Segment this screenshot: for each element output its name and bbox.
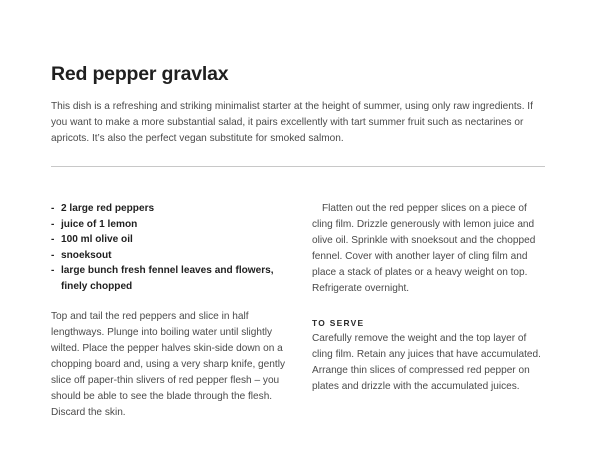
ingredient-item xyxy=(51,263,287,294)
right-column xyxy=(312,201,548,395)
recipe-title: Red pepper gravlax xyxy=(51,63,229,85)
ingredient-item xyxy=(51,248,287,264)
ingredient-text: large bunch fresh fennel leaves and flowers, finely chopped xyxy=(61,265,274,292)
serve-heading: TO SERVE xyxy=(312,317,365,328)
recipe-intro: This dish is a refreshing and striking minimalist starter at the height of summer, using only raw ingredients. If you want to make a more substantial salad, it pairs excellently with tart summer fruit such as nectarines or apricots. It’s also the perfect vegan substitute for smoked salmon. xyxy=(51,101,533,145)
ingredient-text: juice of 1 lemon xyxy=(61,218,138,230)
ingredient-item xyxy=(51,201,287,217)
method-step-1: Top and tail the red peppers and slice in half lengthways. Plunge into boiling water until slightly wilted. Place the pepper halves skin-side down on a chopping board and, using a very sharp knife, gently slice off paper-thin slivers of red pepper flesh – you should be able to see the blade through the flesh. Discard the skin. xyxy=(51,310,285,419)
recipe-page xyxy=(51,0,546,454)
list-dash: - xyxy=(51,249,55,261)
ingredient-text: 100 ml olive oil xyxy=(61,234,133,246)
method-step-2: Flatten out the red pepper slices on a piece of cling film. Drizzle generously with lemon juice and olive oil. Sprinkle with snoeksout and the chopped fennel. Cover with another layer of cling film and place a stack of plates or a heavy weight on top. Refrigerate overnight. xyxy=(312,203,536,295)
list-dash: - xyxy=(51,218,55,230)
list-dash: - xyxy=(51,203,55,214)
left-column xyxy=(51,201,287,421)
list-dash: - xyxy=(51,234,55,246)
serve-text: Carefully remove the weight and the top layer of cling film. Retain any juices that have accumulated. Arrange thin slices of compressed red pepper on plates and drizzle with the accumulated juices. xyxy=(312,332,541,392)
ingredient-text: 2 large red peppers xyxy=(61,203,155,214)
ingredient-item xyxy=(51,232,287,248)
list-dash: - xyxy=(51,265,55,277)
ingredients-list xyxy=(51,201,287,295)
ingredient-item xyxy=(51,217,287,233)
ingredient-text: snoeksout xyxy=(61,249,112,261)
section-divider xyxy=(51,166,545,167)
